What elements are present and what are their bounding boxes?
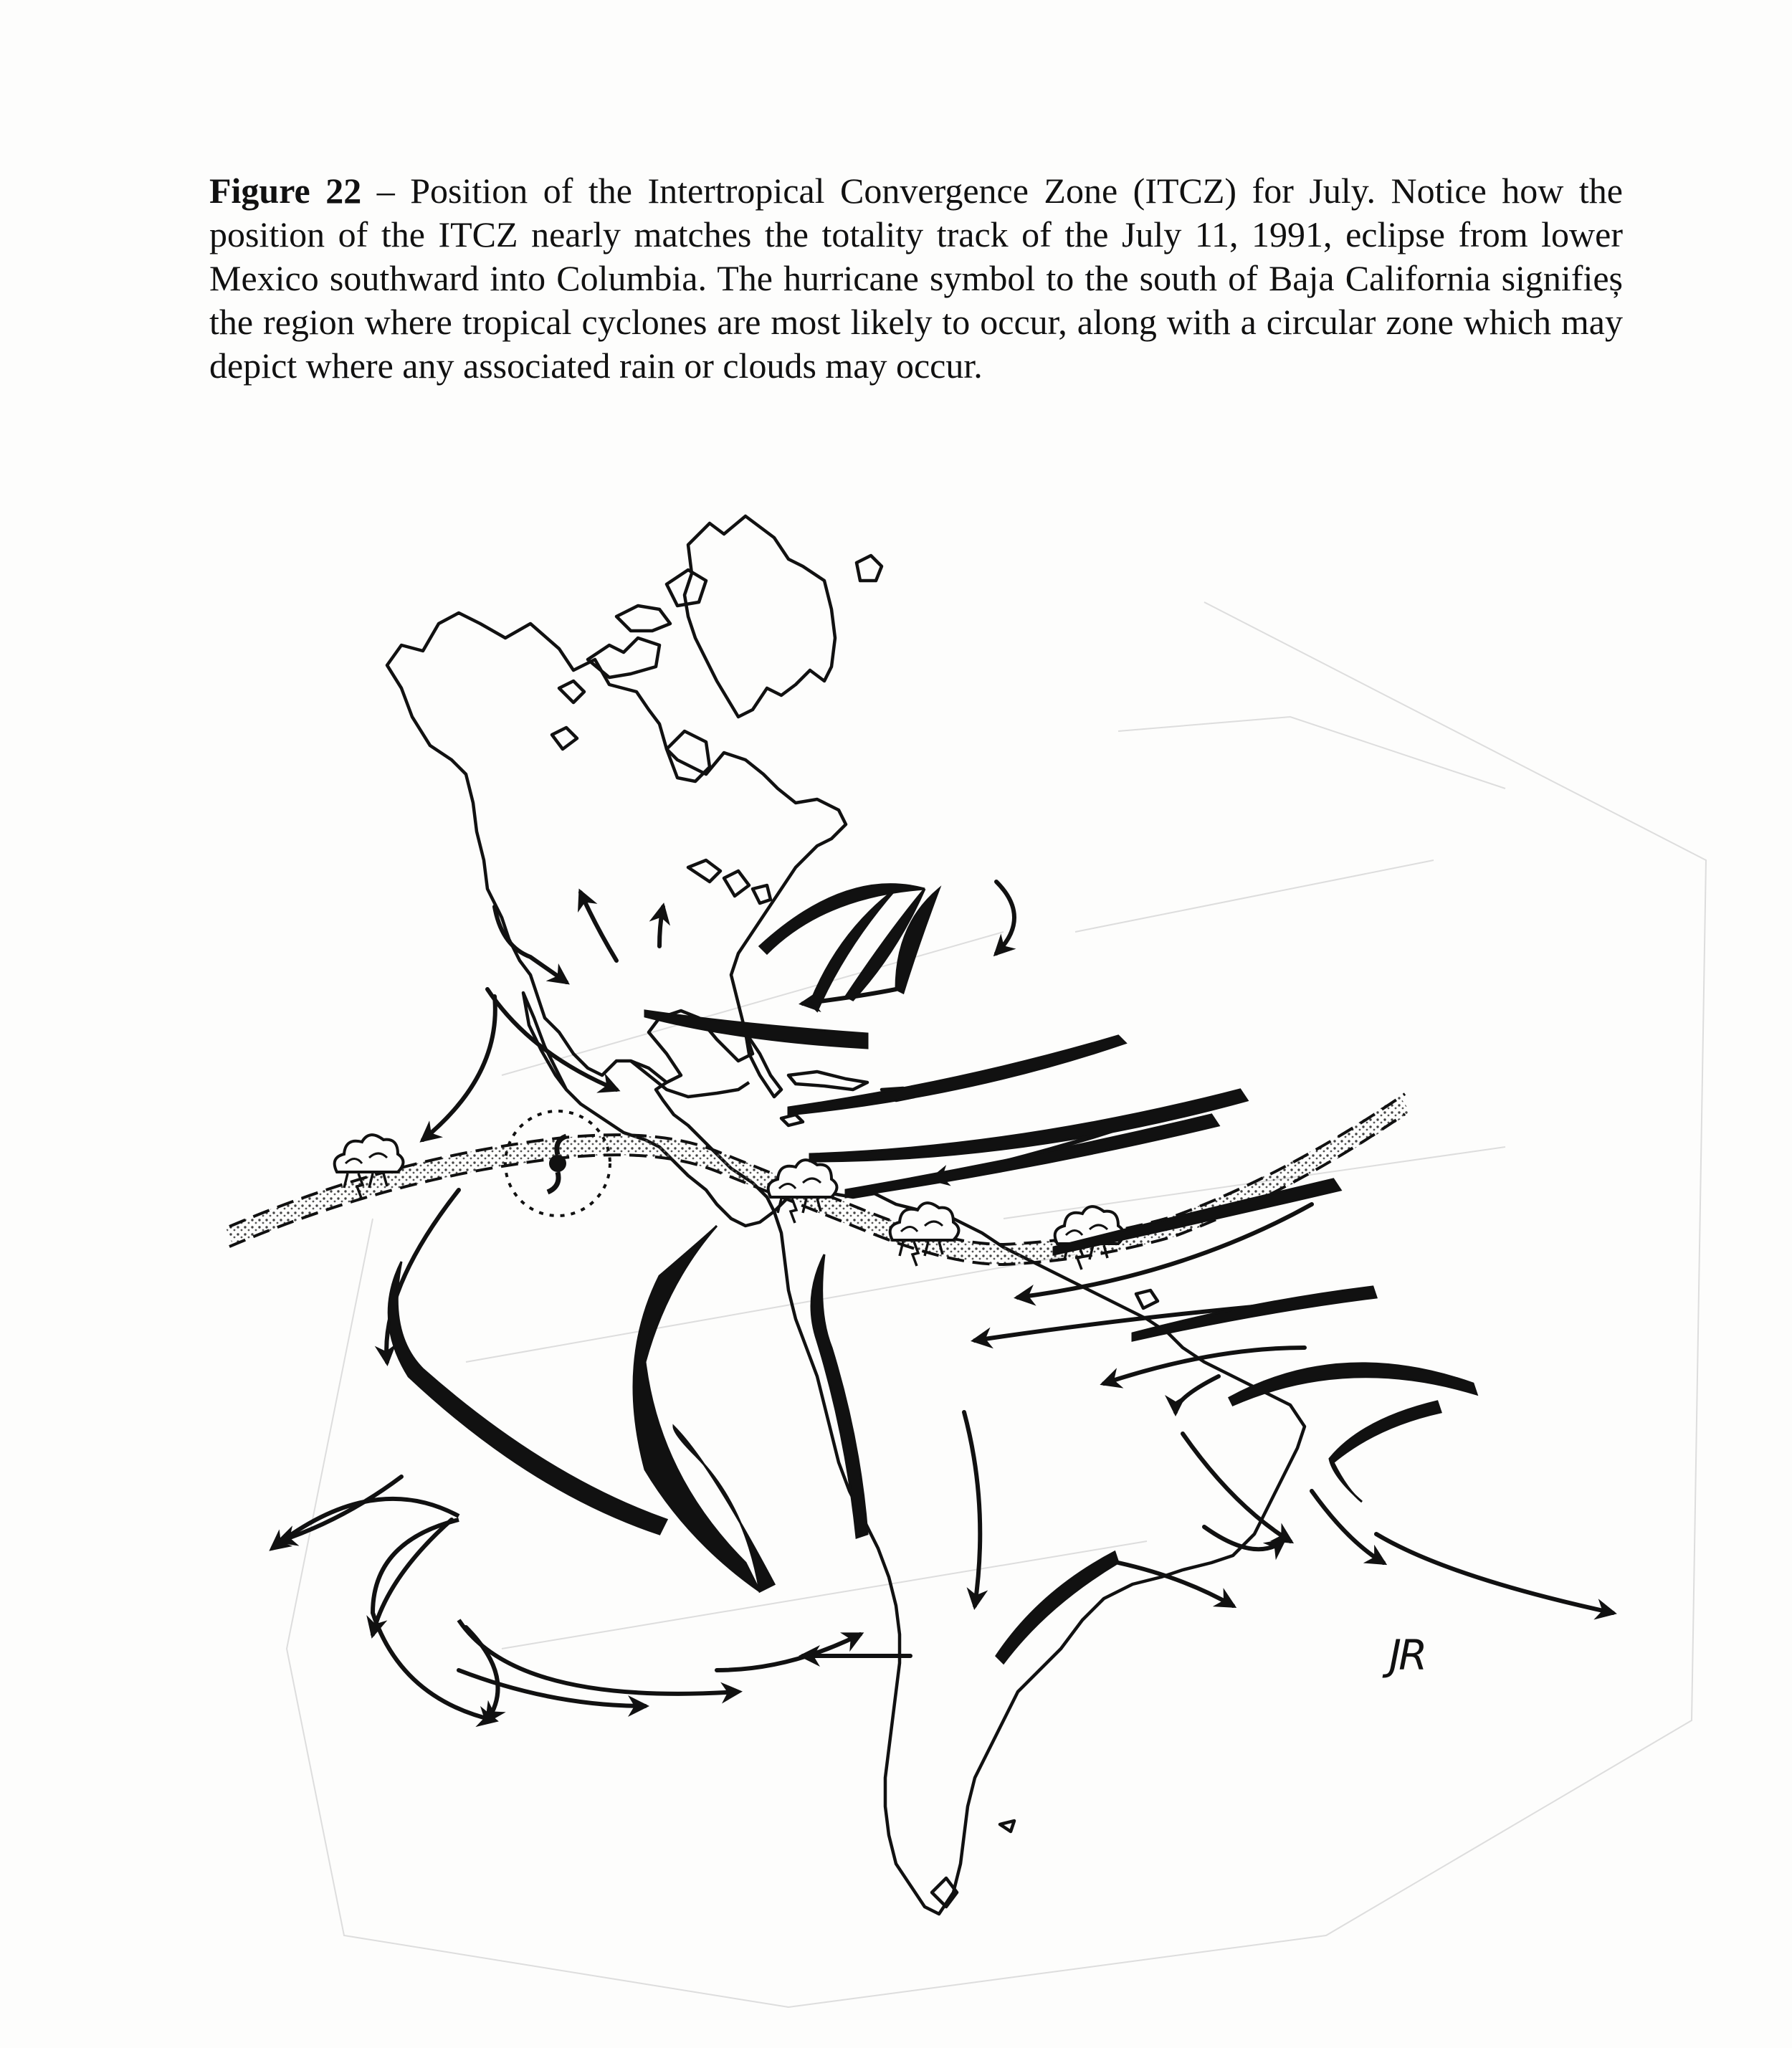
north-america-outline (387, 516, 914, 1226)
figure-label: Figure 22 (209, 171, 362, 211)
south-america-outline (774, 1190, 1305, 1914)
bleed-through-background (287, 602, 1706, 2007)
heavy-wind-arrows (389, 885, 1477, 1663)
caption-text: – Position of the Intertropical Convergence Zone (ITCZ) for July. Notice how the position of the ITCZ nearly matches the totality track of the July 11, 1991, eclipse from lower Mexico southward into Columbia. The hurricane symbol to the south of Baja California signifieș the region where tropical cyclones are most likely to occur, along with a circular zone which may depict where any associated rain or clouds may occur. (209, 171, 1623, 386)
artist-signature: JR (1389, 1631, 1425, 1680)
wind-arrow-icon (280, 882, 1613, 1720)
